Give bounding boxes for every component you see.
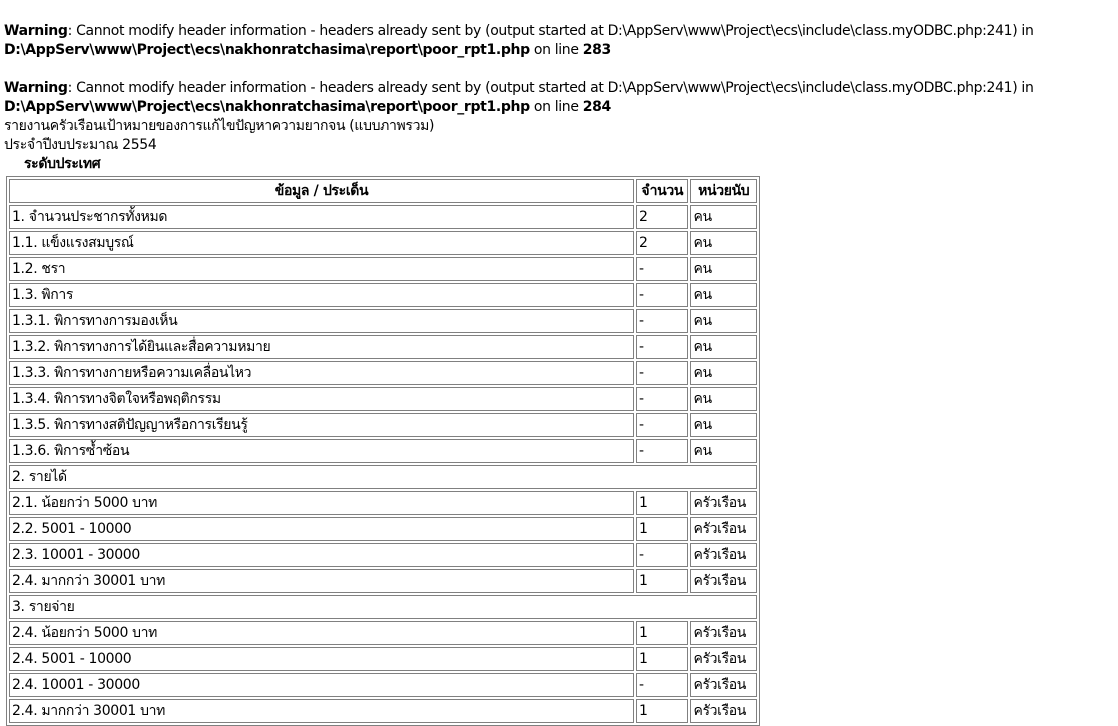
row-label: 1.3.2. พิการทางการได้ยินและสื่อความหมาย (9, 335, 634, 359)
row-label: 1.2. ชรา (9, 257, 634, 281)
row-unit: ครัวเรือน (690, 543, 757, 567)
warning-file: D:\AppServ\www\Project\ecs\nakhonratchasima\report\poor_rpt1.php (4, 99, 530, 115)
row-label: 2.4. มากกว่า 30001 บาท (9, 569, 634, 593)
header-amount: จำนวน (636, 179, 688, 203)
report-table (6, 176, 760, 726)
table-row (9, 569, 757, 593)
table-row (9, 491, 757, 515)
report-level: ระดับประเทศ (24, 156, 101, 172)
header-unit: หน่วยนับ (690, 179, 757, 203)
table-row (9, 673, 757, 697)
section-row (9, 465, 757, 489)
row-unit: คน (690, 283, 757, 307)
row-unit: ครัวเรือน (690, 621, 757, 645)
row-amount: 2 (636, 205, 688, 229)
row-amount: 2 (636, 231, 688, 255)
row-unit: ครัวเรือน (690, 569, 757, 593)
row-unit: ครัวเรือน (690, 491, 757, 515)
row-unit: คน (690, 205, 757, 229)
table-row (9, 413, 757, 437)
table-row (9, 543, 757, 567)
row-unit: คน (690, 361, 757, 385)
row-amount: - (636, 387, 688, 411)
table-row (9, 283, 757, 307)
row-unit: คน (690, 257, 757, 281)
report-table-body (9, 205, 757, 723)
row-label: 1.1. แข็งแรงสมบูรณ์ (9, 231, 634, 255)
row-label: 1.3.6. พิการซ้ำซ้อน (9, 439, 634, 463)
row-amount: - (636, 361, 688, 385)
row-label: 1. จำนวนประชากรทั้งหมด (9, 205, 634, 229)
warning-line-number: 283 (582, 42, 611, 58)
header-topic: ข้อมูล / ประเด็น (9, 179, 634, 203)
row-label: 2.3. 10001 - 30000 (9, 543, 634, 567)
table-row (9, 309, 757, 333)
php-warning-2 (4, 79, 1110, 117)
warning-label: Warning (4, 23, 68, 39)
row-amount: 1 (636, 699, 688, 723)
row-amount: - (636, 543, 688, 567)
row-label: 2.4. มากกว่า 30001 บาท (9, 699, 634, 723)
row-label: 1.3.1. พิการทางการมองเห็น (9, 309, 634, 333)
row-amount: - (636, 309, 688, 333)
table-row (9, 335, 757, 359)
row-unit: คน (690, 335, 757, 359)
table-row (9, 647, 757, 671)
row-unit: คน (690, 387, 757, 411)
row-amount: - (636, 257, 688, 281)
warning-message: : Cannot modify header information - headers already sent by (output started at D:\AppServ\www\Project\ecs\include\class.myODBC.php:241) in (67, 80, 1034, 96)
table-row (9, 621, 757, 645)
row-amount: - (636, 673, 688, 697)
row-label: 1.3. พิการ (9, 283, 634, 307)
row-unit: ครัวเรือน (690, 673, 757, 697)
section-label: 3. รายจ่าย (9, 595, 757, 619)
row-unit: คน (690, 309, 757, 333)
row-label: 1.3.4. พิการทางจิตใจหรือพฤติกรรม (9, 387, 634, 411)
table-header-row (9, 179, 757, 203)
row-unit: คน (690, 231, 757, 255)
row-label: 1.3.5. พิการทางสติปัญญาหรือการเรียนรู้ (9, 413, 634, 437)
row-unit: ครัวเรือน (690, 517, 757, 541)
row-label: 2.4. 5001 - 10000 (9, 647, 634, 671)
report-title: รายงานครัวเรือนเป้าหมายของการแก้ไขปัญหาความยากจน (แบบภาพรวม) (4, 118, 435, 134)
php-warning-1 (4, 22, 1110, 60)
row-amount: - (636, 283, 688, 307)
warning-on-line: on line (533, 99, 579, 115)
table-row (9, 205, 757, 229)
row-amount: 1 (636, 491, 688, 515)
row-amount: - (636, 335, 688, 359)
table-row (9, 387, 757, 411)
row-label: 2.2. 5001 - 10000 (9, 517, 634, 541)
warning-line-number: 284 (582, 99, 611, 115)
row-amount: 1 (636, 517, 688, 541)
row-label: 2.4. 10001 - 30000 (9, 673, 634, 697)
table-row (9, 231, 757, 255)
warning-message: : Cannot modify header information - headers already sent by (output started at D:\AppServ\www\Project\ecs\include\class.myODBC.php:241) in (67, 23, 1034, 39)
warning-label: Warning (4, 80, 68, 96)
row-amount: 1 (636, 647, 688, 671)
table-row (9, 439, 757, 463)
row-amount: 1 (636, 621, 688, 645)
table-row (9, 699, 757, 723)
table-row (9, 517, 757, 541)
row-unit: คน (690, 439, 757, 463)
table-row (9, 361, 757, 385)
row-label: 2.4. น้อยกว่า 5000 บาท (9, 621, 634, 645)
section-row (9, 595, 757, 619)
row-unit: ครัวเรือน (690, 647, 757, 671)
row-amount: - (636, 439, 688, 463)
warning-on-line: on line (533, 42, 579, 58)
row-label: 2.1. น้อยกว่า 5000 บาท (9, 491, 634, 515)
warning-file: D:\AppServ\www\Project\ecs\nakhonratchasima\report\poor_rpt1.php (4, 42, 530, 58)
table-row (9, 257, 757, 281)
report-fiscal-year: ประจำปีงบประมาณ 2554 (4, 137, 157, 153)
row-unit: ครัวเรือน (690, 699, 757, 723)
row-label: 1.3.3. พิการทางกายหรือความเคลื่อนไหว (9, 361, 634, 385)
row-amount: 1 (636, 569, 688, 593)
report-header (4, 117, 1114, 155)
row-amount: - (636, 413, 688, 437)
row-unit: คน (690, 413, 757, 437)
section-label: 2. รายได้ (9, 465, 757, 489)
